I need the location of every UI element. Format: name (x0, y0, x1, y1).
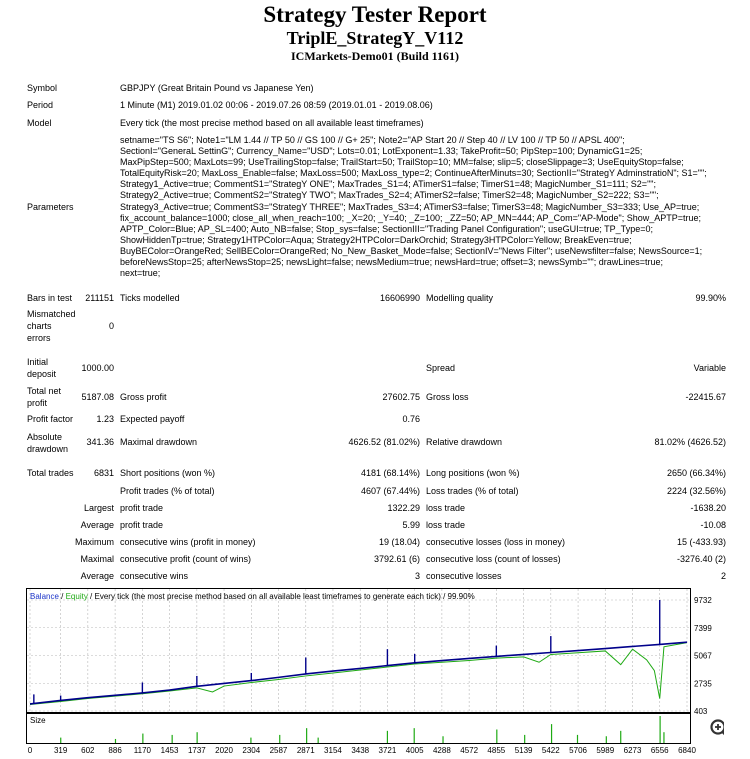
x-tick-label: 3721 (378, 746, 397, 755)
average2-label: Average (80, 571, 114, 581)
quality-value: 99.90% (695, 293, 726, 303)
absdd-label-1: Absolute (27, 432, 63, 442)
x-tick-label: 3154 (324, 746, 342, 755)
mismatch-label-2: charts (27, 321, 52, 331)
maximum-label: Maximum (74, 537, 114, 547)
model-value: Every tick (the most precise method based on all available least timeframes) (120, 118, 424, 128)
quality-label: Modelling quality (426, 293, 494, 303)
y-tick-label: 7399 (694, 623, 712, 633)
short-value: 4181 (68.14%) (360, 468, 420, 478)
grossprofit-label: Gross profit (120, 392, 167, 402)
symbol-value: GBPJPY (Great Britain Pound vs Japanese Yen) (120, 83, 314, 93)
x-tick-label: 5989 (596, 746, 615, 755)
report-title: Strategy Tester Report (263, 2, 487, 27)
x-tick-label: 6556 (650, 746, 669, 755)
balance-equity-chart (26, 588, 724, 756)
average-pt-value: 5.99 (402, 520, 420, 530)
cp-count-value: 3792.61 (6) (373, 554, 420, 564)
x-tick-label: 1453 (160, 746, 179, 755)
average-pt-label: profit trade (120, 520, 164, 530)
bars-label: Bars in test (27, 293, 73, 303)
x-tick-label: 4005 (405, 746, 424, 755)
legend-separator: / (58, 592, 66, 601)
x-tick-label: 0 (27, 746, 33, 755)
cw-money-value: 19 (18.04) (378, 537, 420, 547)
x-tick-label: 6840 (678, 746, 696, 755)
netprofit-label-1: Total net (27, 386, 62, 396)
legend-equity: Equity (65, 592, 88, 601)
magnifier-plus-icon[interactable] (712, 721, 725, 740)
grossloss-label: Gross loss (426, 392, 469, 402)
average-label: Average (80, 520, 114, 530)
largest-label: Largest (83, 503, 114, 513)
legend-description: / Every tick (the most precise method based on all available least timeframes to generate each tick) / 99.90% (87, 592, 475, 601)
cw-money-label: consecutive wins (profit in money) (120, 537, 256, 547)
largest-pt-label: profit trade (120, 503, 164, 513)
reldd-label: Relative drawdown (426, 437, 503, 447)
cl-money-value: 15 (-433.93) (676, 537, 726, 547)
period-value: 1 Minute (M1) 2019.01.02 00:06 - 2019.07.26 08:59 (2019.01.01 - 2019.08.06) (120, 100, 433, 110)
ltrades-value: 2224 (32.56%) (666, 486, 726, 496)
grossloss-value: -22415.67 (685, 392, 726, 402)
parameters-label: Parameters (27, 202, 74, 212)
ltrades-label: Loss trades (% of total) (426, 486, 519, 496)
profitfactor-label: Profit factor (27, 414, 74, 424)
size-label: Size (30, 716, 46, 725)
mismatch-value: 0 (108, 321, 114, 331)
x-tick-label: 6273 (623, 746, 642, 755)
deposit-label-2: deposit (27, 369, 57, 379)
x-tick-label: 5422 (541, 746, 560, 755)
parameters-value: setname="TS S6"; Note1="LM 1.44 // TP 50 // GS 100 // G+ 25"; Note2="AP Start 20 // Step 40 // LV 100 // TP 50 // APSL 400"; SectionI="GeneraL SettinG"; Currency_Name="USD"; Lots=0.01; LotExponent=1.33; TakeProfit=50; PipStep=100; DynamicG1=25; MaxPipStep=500; MaxLots=99; UseTrailingStop=false; TrailStart=50; TrailStop=10; MM=false; slip=5; closeSlippage=3; UseEquityStop=false; TotalEquityRisk=20; MaxLoss_Enable=false; MaxLoss=500; MaxLoss_type=2; ContinueAfterMinuts=30; SectionII="StrategY AdminstratioN"; S1=""; Strategy1_Active=true; CommentS1="StrategY ONE"; MaxTrades_S1=4; ATimerS1=false; TimerS1=48; MagicNumber_S1=111; S2=""; Strategy2_Active=true; CommentS2="StrategY TWO"; MaxTrades_S2=4; ATimerS2=false; TimerS2=48; MagicNumber_S2=222; S3=""; Strategy3_Active=true; CommentS3="StrategY THREE"; MaxTrades_S3=4; ATimerS3=false; TimerS3=48; MagicNumber_S3=333; Use_AP=true; fix_account_balance=1000; close_all_when_reach=100; _X=20; _Y=40; _Z=100; _ZZ=50; AP_MN=444; AP_Com="AP-Mode"; Show_APTP=true; APTP_Color=Blue; AP_SL=400; Auto_NB=false; Stop_sys=false; SectionIII="Trading Panel Configuration"; useGUI=true; TP_Type=0; ShowHiddenTp=true; Strategy1HTPColor=Aqua; Strategy2HTPColor=DarkOrchid; Strategy3HTPColor=Yellow; BreakEven=true; BuyBEColor=OrangeRed; SellBEColor=OrangeRed; No_New_Basket_Mode=false; SectionIV="News Filter"; useNewsfilter=false; NewsSource=1; beforeNewsStop=25; afterNewsStop=25; newsLight=false; newsMedium=true; newsHard=true; offset=3; newsSymb=""; drawLines=true; next=true; (120, 135, 707, 279)
payoff-value: 0.76 (402, 414, 420, 424)
y-tick-label: 403 (694, 707, 708, 716)
long-value: 2650 (66.34%) (666, 468, 726, 478)
x-tick-label: 1170 (133, 746, 151, 755)
model-label: Model (27, 118, 52, 128)
x-tick-label: 5139 (514, 746, 533, 755)
cl-count-label: consecutive loss (count of losses) (426, 554, 561, 564)
legend-balance: Balance (30, 592, 59, 601)
avg-cl-value: 2 (720, 571, 726, 581)
ticks-label: Ticks modelled (120, 293, 180, 303)
avg-cw-label: consecutive wins (120, 571, 189, 581)
reldd-value: 81.02% (4626.52) (654, 437, 726, 447)
x-tick-label: 4572 (460, 746, 479, 755)
largest-lt-label: loss trade (426, 503, 466, 513)
x-tick-label: 4288 (432, 746, 451, 755)
x-axis-ticks (28, 746, 697, 755)
average-lt-value: -10.08 (700, 520, 726, 530)
profitfactor-value: 1.23 (96, 414, 114, 424)
y-tick-label: 5067 (694, 651, 712, 661)
spread-value: Variable (693, 363, 726, 373)
period-label: Period (27, 100, 54, 110)
netprofit-label-2: profit (27, 398, 48, 408)
x-tick-label: 5706 (569, 746, 587, 755)
largest-lt-value: -1638.20 (690, 503, 726, 513)
cp-count-label: consecutive profit (count of wins) (120, 554, 252, 564)
x-tick-label: 886 (108, 746, 122, 755)
y-tick-label: 2735 (694, 679, 712, 689)
largest-pt-value: 1322.29 (387, 503, 420, 513)
absdd-label-2: drawdown (27, 444, 69, 454)
grossprofit-value: 27602.75 (382, 392, 420, 402)
trades-label: Total trades (27, 468, 74, 478)
x-tick-label: 602 (81, 746, 95, 755)
x-tick-label: 3438 (351, 746, 370, 755)
absdd-value: 341.36 (86, 437, 114, 447)
bars-value: 211151 (85, 293, 114, 303)
trades-value: 6831 (93, 468, 114, 478)
ptrades-value: 4607 (67.44%) (360, 486, 420, 496)
y-axis-ticks (694, 596, 712, 716)
report-build: ICMarkets-Demo01 (Build 1161) (291, 49, 459, 63)
maximal-label: Maximal (80, 554, 114, 564)
x-tick-label: 2587 (269, 746, 288, 755)
maxdd-value: 4626.52 (81.02%) (348, 437, 420, 447)
average-lt-label: loss trade (426, 520, 466, 530)
ptrades-label: Profit trades (% of total) (120, 486, 215, 496)
cl-count-value: -3276.40 (2) (676, 554, 726, 564)
mismatch-label-1: Mismatched (27, 309, 76, 319)
ticks-value: 16606990 (379, 293, 420, 303)
y-tick-label: 9732 (694, 596, 712, 605)
x-tick-label: 2304 (242, 746, 261, 755)
x-tick-label: 4855 (487, 746, 506, 755)
x-tick-label: 1737 (187, 746, 206, 755)
netprofit-value: 5187.08 (81, 392, 114, 402)
symbol-label: Symbol (27, 83, 58, 93)
short-label: Short positions (won %) (120, 468, 216, 478)
x-tick-label: 2020 (215, 746, 233, 755)
x-tick-label: 2871 (296, 746, 315, 755)
cl-money-label: consecutive losses (loss in money) (426, 537, 566, 547)
size-plot-frame (27, 714, 691, 744)
payoff-label: Expected payoff (120, 414, 185, 424)
mismatch-label-3: errors (27, 333, 51, 343)
avg-cw-value: 3 (414, 571, 420, 581)
deposit-label-1: Initial (27, 357, 49, 367)
avg-cl-label: consecutive losses (426, 571, 502, 581)
x-tick-label: 319 (53, 746, 68, 755)
spread-label: Spread (426, 363, 456, 373)
maxdd-label: Maximal drawdown (120, 437, 198, 447)
deposit-value: 1000.00 (81, 363, 114, 373)
chart-legend (30, 592, 475, 601)
report-subtitle: TriplE_StrategY_V112 (286, 28, 464, 48)
long-label: Long positions (won %) (426, 468, 520, 478)
